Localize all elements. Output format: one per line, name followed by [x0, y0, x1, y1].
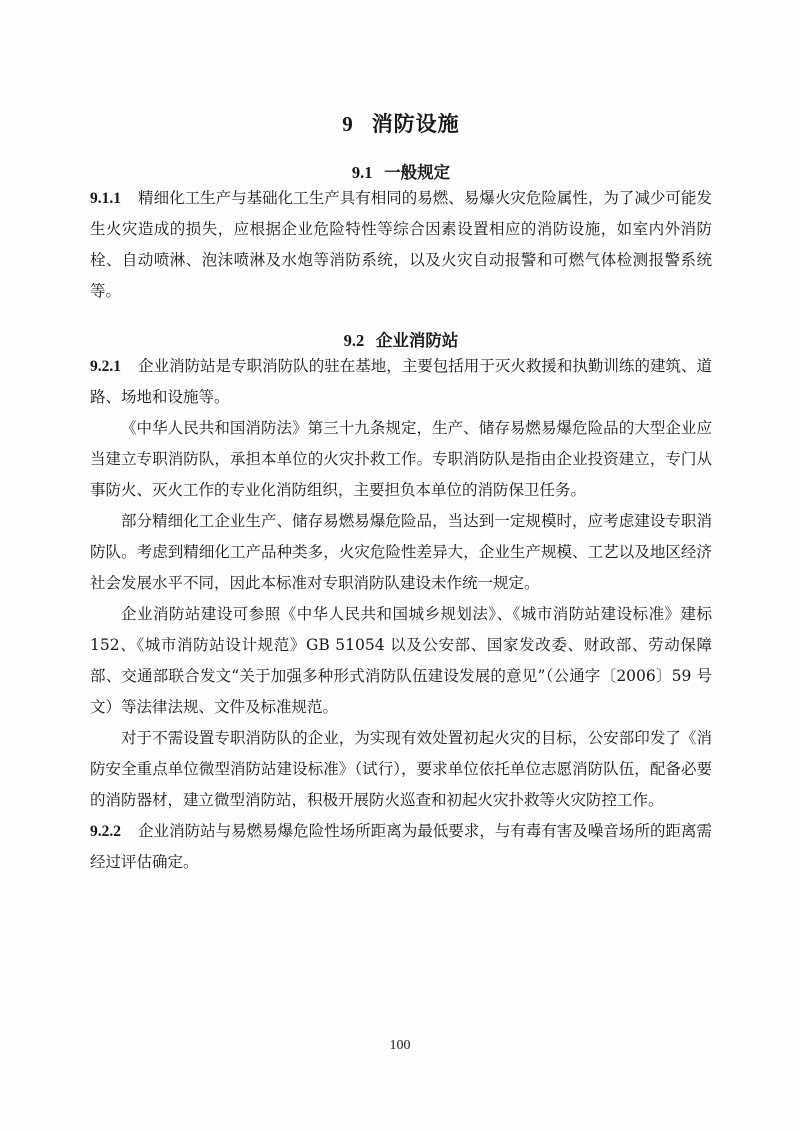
clause-9-1-1 — [90, 183, 712, 307]
section-heading-9-1 — [90, 163, 712, 183]
chapter-title-text: 消防设施 — [371, 113, 460, 136]
clause-9-1-1-text: 精细化工生产与基础化工生产具有相同的易燃、易爆火灾危险属性，为了减少可能发生火灾造成的损失，应根据企业危险特性等综合因素设置相应的消防设施，如室内外消防栓、自动喷淋、泡沫喷淋及水炮等消防系统，以及火灾自动报警和可燃气体检测报警系统等。 — [90, 189, 712, 300]
clause-9-2-2-text: 企业消防站与易燃易爆危险性场所距离为最低要求，与有毒有害及噪音场所的距离需经过评估确定。 — [90, 822, 712, 871]
chapter-heading — [90, 0, 712, 137]
paragraph-fire-law: 《中华人民共和国消防法》第三十九条规定，生产、储存易燃易爆危险品的大型企业应当建立专职消防队，承担本单位的火灾扑救工作。专职消防队是指由企业投资建立，专门从事防火、灭火工作的专业化消防组织，主要担负本单位的消防保卫任务。 — [90, 419, 712, 499]
clause-9-2-1-number: 9.2.1 — [90, 358, 121, 375]
paragraph-scale-consideration: 部分精细化工企业生产、储存易燃易爆危险品，当达到一定规模时，应考虑建设专职消防队。考虑到精细化工产品种类多，火灾危险性差异大，企业生产规模、工艺以及地区经济社会发展水平不同，因此本标准对专职消防队建设未作统一规定。 — [90, 512, 712, 592]
paragraph-micro-fire-station: 对于不需设置专职消防队的企业，为实现有效处置初起火灾的目标，公安部印发了《消防安全重点单位微型消防站建设标准》（试行），要求单位依托单位志愿消防队伍，配备必要的消防器材，建立微型消防站，积极开展防火巡查和初起火灾扑救等火灾防控工作。 — [90, 729, 712, 809]
section-9-1-number: 9.1 — [351, 163, 373, 182]
section-9-2-title-text: 企业消防站 — [375, 332, 459, 350]
page-number: 100 — [389, 1038, 411, 1053]
page-content — [90, 0, 712, 878]
section-heading-9-2 — [90, 331, 712, 351]
chapter-number: 9 — [342, 112, 353, 136]
clause-9-2-2 — [90, 816, 712, 878]
clause-9-2-1 — [90, 351, 712, 413]
clause-9-2-2-number: 9.2.2 — [90, 823, 121, 840]
clause-9-2-1-text: 企业消防站是专职消防队的驻在基地，主要包括用于灭火救援和执勤训练的建筑、道路、场地和设施等。 — [90, 357, 712, 406]
paragraph-reference-standards: 企业消防站建设可参照《中华人民共和国城乡规划法》、《城市消防站建设标准》建标 152、《城市消防站设计规范》GB 51054 以及公安部、国家发改委、财政部、劳动保障部、交通部联合发文“关于加强多种形式消防队伍建设发展的意见”（公通字〔2006〕59 号文）等法律法规、文件及标准规范。 — [90, 605, 712, 716]
clause-9-1-1-number: 9.1.1 — [90, 190, 121, 207]
section-9-1-title-text: 一般规定 — [384, 164, 451, 182]
section-9-2-number: 9.2 — [343, 331, 365, 350]
